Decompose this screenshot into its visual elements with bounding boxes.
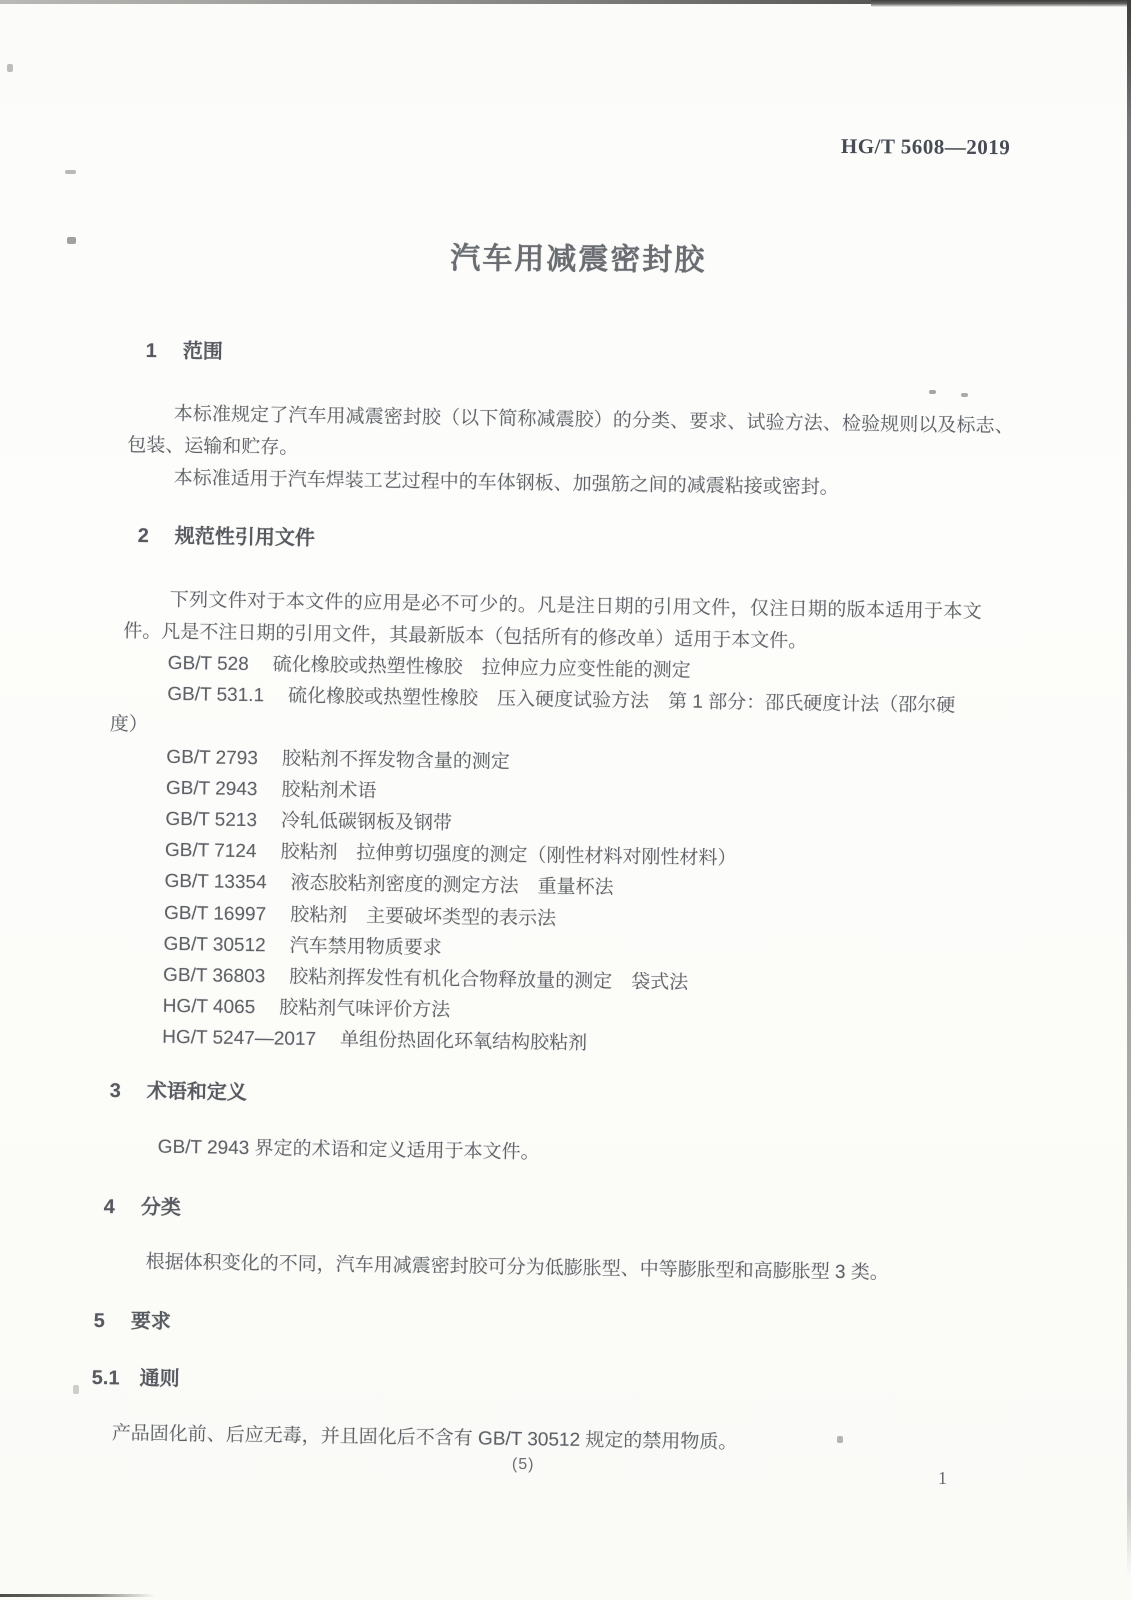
section-heading-4 bbox=[104, 1190, 182, 1220]
scan-right-edge-shadow bbox=[1127, 0, 1131, 1575]
section-number: 2 bbox=[137, 524, 150, 548]
paragraph-scope-2: 本标准适用于汽车焊装工艺过程中的车体钢板、加强筋之间的减震粘接或密封。 bbox=[173, 467, 839, 499]
reference-code: GB/T 5213 bbox=[165, 808, 258, 832]
paragraph-classification: 根据体积变化的不同，汽车用减震密封胶可分为低膨胀型、中等膨胀型和高膨胀型 3 类。 bbox=[145, 1251, 889, 1284]
reference-code: HG/T 4065 bbox=[162, 996, 256, 1019]
section-heading-1 bbox=[146, 334, 224, 364]
section-number: 3 bbox=[109, 1079, 122, 1103]
scan-speck bbox=[65, 170, 76, 174]
reference-title: 冷轧低碳钢板及钢带 bbox=[280, 810, 453, 835]
section-number: 4 bbox=[103, 1195, 116, 1219]
reference-title: 胶粘剂 拉伸剪切强度的测定（刚性材料对刚性材料） bbox=[280, 841, 737, 870]
section-title: 要求 bbox=[130, 1310, 172, 1334]
scan-top-right-shadow bbox=[871, 0, 1131, 7]
reference-title: 硫化橡胶或热塑性橡胶 压入硬度试验方法 第 1 部分：邵氏硬度计法（邵尔硬度） bbox=[109, 685, 956, 736]
footer-page-number: 1 bbox=[938, 1468, 947, 1488]
reference-code: HG/T 5247—2017 bbox=[162, 1027, 317, 1051]
scan-speck bbox=[961, 393, 968, 397]
section-number: 5 bbox=[93, 1309, 106, 1333]
reference-list bbox=[105, 647, 979, 1065]
reference-title: 单组份热固化环氧结构胶粘剂 bbox=[339, 1029, 588, 1055]
section-heading-5 bbox=[94, 1304, 172, 1334]
paragraph-scope-1: 本标准规定了汽车用减震密封胶（以下简称减震胶）的分类、要求、试验方法、检验规则以及标志、包装、运输和贮存。 bbox=[127, 403, 1014, 459]
reference-code: GB/T 528 bbox=[167, 652, 249, 676]
reference-code: GB/T 36803 bbox=[162, 964, 266, 988]
section-title: 分类 bbox=[140, 1196, 182, 1220]
scan-bottom-left-mark bbox=[0, 1594, 155, 1597]
paragraph-general-rule: 产品固化前、后应无毒，并且固化后不含有 GB/T 30512 规定的禁用物质。 bbox=[111, 1422, 738, 1454]
reference-title: 胶粘剂术语 bbox=[281, 779, 377, 802]
reference-code: GB/T 2793 bbox=[166, 746, 259, 769]
reference-title: 硫化橡胶或热塑性橡胶 拉伸应力应变性能的测定 bbox=[272, 654, 691, 682]
scan-speck bbox=[7, 64, 13, 72]
section-title: 规范性引用文件 bbox=[174, 525, 316, 550]
section-number: 5.1 bbox=[91, 1366, 120, 1390]
paragraph-normative-intro: 下列文件对于本文件的应用是必不可少的。凡是注日期的引用文件，仅注日期的版本适用于本文件。凡是不注日期的引用文件，其最新版本（包括所有的修改单）适用于本文件。 bbox=[123, 589, 982, 652]
reference-title: 液态胶粘剂密度的测定方法 重量杯法 bbox=[290, 873, 614, 899]
reference-title: 汽车禁用物质要求 bbox=[289, 935, 442, 959]
reference-title: 胶粘剂挥发性有机化合物释放量的测定 袋式法 bbox=[289, 966, 689, 994]
scan-speck bbox=[73, 1385, 79, 1394]
section-heading-2 bbox=[138, 519, 316, 551]
reference-code: GB/T 30512 bbox=[163, 933, 266, 957]
reference-title: 胶粘剂不挥发物含量的测定 bbox=[281, 748, 511, 773]
reference-code: GB/T 16997 bbox=[163, 902, 267, 925]
reference-title: 胶粘剂气味评价方法 bbox=[279, 997, 451, 1022]
section-title: 术语和定义 bbox=[146, 1080, 248, 1105]
standard-number: HG/T 5608—2019 bbox=[840, 134, 1010, 160]
reference-code: GB/T 7124 bbox=[164, 840, 257, 863]
reference-code: GB/T 13354 bbox=[164, 871, 267, 894]
section-number: 1 bbox=[145, 339, 158, 363]
document-title: 汽车用减震密封胶 bbox=[450, 242, 707, 277]
paragraph-terms: GB/T 2943 界定的术语和定义适用于本文件。 bbox=[157, 1136, 540, 1164]
section-title: 通则 bbox=[139, 1367, 180, 1391]
section-title: 范围 bbox=[182, 340, 224, 364]
reference-code: GB/T 2943 bbox=[165, 777, 258, 800]
footer-center-mark: (5) bbox=[511, 1456, 535, 1474]
reference-title: 胶粘剂 主要破坏类型的表示法 bbox=[290, 904, 557, 930]
reference-code: GB/T 531.1 bbox=[167, 684, 265, 707]
scan-speck bbox=[929, 390, 936, 394]
scan-speck bbox=[837, 1436, 843, 1443]
section-heading-3 bbox=[110, 1074, 248, 1105]
section-heading-5-1 bbox=[92, 1361, 180, 1391]
